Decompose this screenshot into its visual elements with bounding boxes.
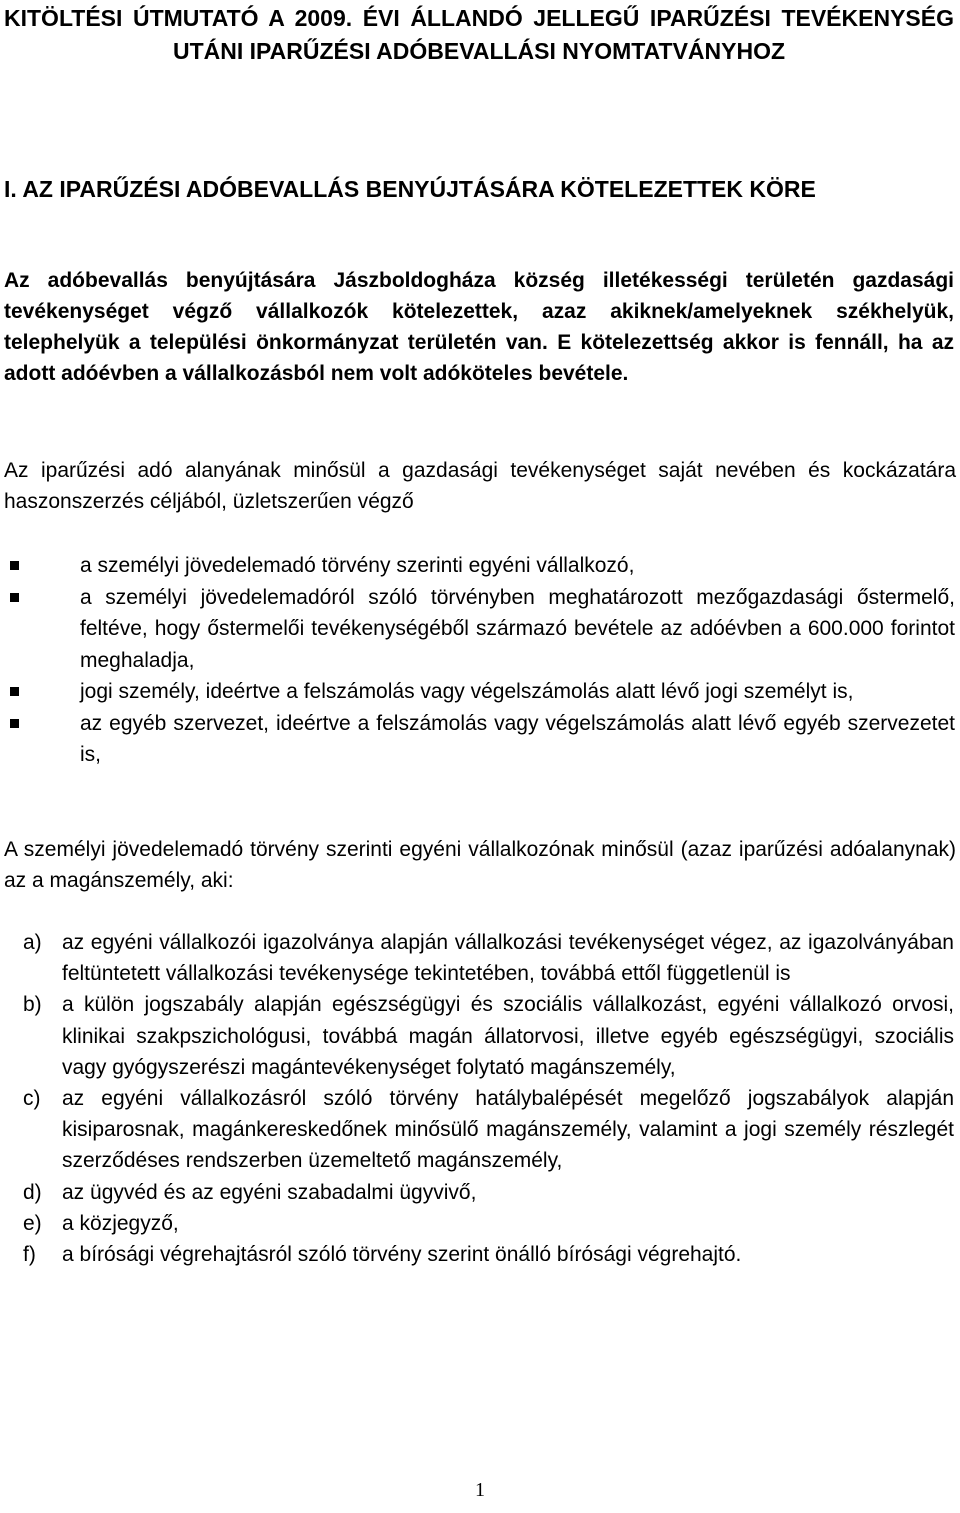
square-bullet-icon [10, 593, 19, 602]
alpha-text: az egyéni vállalkozásról szóló törvény hatálybalépését megelőző jogszabályok alapján kisiparosnak, magánkereskedőnek minősülő magánszemély, valamint a jogi személy részlegét szerződéses rendszerben üzemeltető magánszemély, [62, 1087, 954, 1173]
bullet-text: az egyéb szervezet, ideértve a felszámolás vagy végelszámolás alatt lévő egyéb szervezetet is, [80, 711, 955, 766]
alpha-marker: d) [23, 1180, 42, 1204]
document-title: KITÖLTÉSI ÚTMUTATÓ A 2009. ÉVI ÁLLANDÓ JELLEGŰ IPARŰZÉSI TEVÉKENYSÉG UTÁNI IPARŰZÉSI ADÓBEVALLÁSI NYOMTATVÁNYHOZ [4, 5, 954, 64]
bullet-item [0, 708, 955, 771]
alpha-text: a külön jogszabály alapján egészségügyi és szociális vállalkozást, egyéni vállalkozó orvosi, klinikai szakpszichológusi, továbbá magán állatorvosi, illetve egyéb egészségügyi, szociális vagy gyógyszerészi magántevékenységet folytató magánszemély, [62, 993, 954, 1079]
taxpayer-definition-paragraph: Az iparűzési adó alanyának minősül a gazdasági tevékenységet saját nevében és kockázatára haszonszerzés céljából, üzletszerűen végző [4, 459, 956, 513]
individual-entrepreneur-paragraph: A személyi jövedelemadó törvény szerinti egyéni vállalkozónak minősül (azaz iparűzési adóalanynak) az a magánszemély, aki: [4, 838, 956, 892]
alpha-item [0, 927, 954, 989]
alpha-marker: b) [23, 993, 42, 1017]
alpha-marker: a) [23, 931, 42, 954]
alpha-text: a közjegyző, [62, 1211, 179, 1235]
alpha-text: az ügyvéd és az egyéni szabadalmi ügyvivő, [62, 1180, 477, 1204]
square-bullet-icon [10, 561, 19, 570]
alpha-text: az egyéni vállalkozói igazolványa alapján vállalkozási tevékenységet végez, az igazolványában feltüntetett vállalkozási tevékenysége tekintetében, továbbá ettől függetlenül is [62, 931, 954, 986]
bullet-item [0, 582, 955, 677]
bullet-text: a személyi jövedelemadóról szóló törvényben meghatározott mezőgazdasági őstermelő, feltéve, hogy őstermelői tevékenységéből származó bevétele az adóévben a 600.000 forintot meghaladja, [80, 585, 955, 672]
page-number: 1 [475, 1479, 485, 1501]
alpha-text: a bírósági végrehajtásról szóló törvény szerint önálló bírósági végrehajtó. [62, 1243, 742, 1267]
alpha-marker: c) [23, 1087, 41, 1111]
alpha-list [0, 927, 960, 1270]
alpha-marker: e) [23, 1211, 42, 1235]
bullet-item [0, 550, 955, 582]
obligation-text: Az adóbevallás benyújtására Jászboldogháza község illetékességi területén gazdasági tevékenységet végző vállalkozók kötelezettek, azaz akiknek/amelyeknek székhelyük, telephelyük a települési önkormányzat területén van. [4, 269, 954, 354]
section-heading: I. AZ IPARŰZÉSI ADÓBEVALLÁS BENYÚJTÁSÁRA KÖTELEZETTEK KÖRE [4, 176, 816, 202]
bullet-text: jogi személy, ideértve a felszámolás vagy végelszámolás alatt lévő jogi személyt is, [80, 680, 854, 703]
alpha-item [0, 1177, 954, 1208]
alpha-marker: f) [23, 1243, 36, 1267]
alpha-item [0, 1239, 954, 1270]
square-bullet-icon [10, 687, 19, 696]
taxpayer-bullet-list [0, 550, 960, 771]
alpha-item [0, 1083, 954, 1177]
alpha-item [0, 989, 954, 1083]
bullet-text: a személyi jövedelemadó törvény szerinti egyéni vállalkozó, [80, 554, 635, 577]
obligation-note: E kötelezettség akkor is fennáll, ha az adott adóévben a vállalkozásból nem volt adóköteles bevétele. [4, 331, 954, 385]
alpha-item [0, 1208, 954, 1239]
square-bullet-icon [10, 719, 19, 728]
obligation-paragraph [4, 265, 954, 389]
bullet-item [0, 676, 955, 708]
